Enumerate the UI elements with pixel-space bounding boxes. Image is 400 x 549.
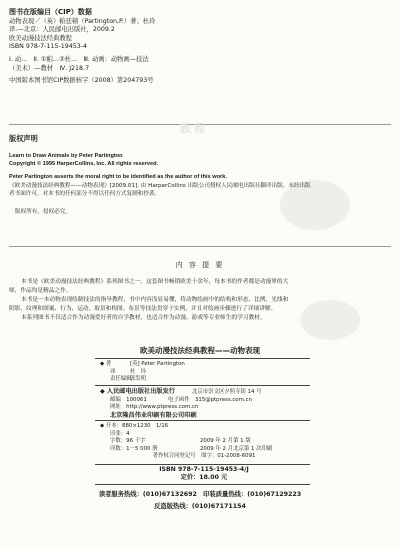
- email: 电子函件 315@ptpress.com.cn: [168, 396, 252, 403]
- copyright-en-notice: Copyright © 1995 HarperCollins, Inc. All rights reserved.: [9, 161, 159, 168]
- publisher-address: 北京市崇文区夕照寺街 14 号: [192, 389, 262, 395]
- book-title: 欧美动漫技法经典教程——动物表现: [140, 346, 260, 355]
- contract-number: 著作权合同登记号 图字：01-2008-6091: [152, 453, 256, 460]
- copyright-cn-line: 《欧美动漫技法经典教程——动物表现》[2009.01]. 由 HarperCollins 出版公司授权人民邮电出版社翻译出版。未经出版: [9, 182, 311, 189]
- cip-note: 中国版本图书馆CIP数据核字（2008）第204793号: [9, 77, 154, 85]
- cip-line: 欧美动漫技法经典教程: [9, 34, 72, 42]
- copyright-cn-line: 者书面许可，对本书的任何部分不得以任何方式复制和抄袭。: [9, 190, 161, 197]
- printing: 2009 年 2 月北京第 1 次印刷: [200, 445, 273, 452]
- cip-subject: （美术）—教材 Ⅳ. J218.7: [9, 64, 90, 72]
- printer: 北京隆昌伟业印刷有限公司印刷: [110, 411, 197, 419]
- copyright-en-moral: Peter Partington asserts the moral right to be identified as the author of this work.: [9, 174, 227, 181]
- divider: [9, 246, 391, 247]
- reader-hotline: 读者服务热线：(010)67132692 印装质量热线：(010)67129223: [98, 491, 302, 498]
- cip-subject: Ⅰ. 动… Ⅱ. ①帕…②杜… Ⅲ. 动画：动物画—技法: [9, 55, 149, 63]
- intro-paragraph: 本书是一本动物表现绘制技法的指导教程，书中内容浅显易懂，将动物绘画中的结构和形态、比例、光线和: [21, 297, 289, 303]
- intro-paragraph: 本书是《欧美动漫技法经典教程》系列图书之一，这套图书畅销欧美十余年，每本书的作者都是动漫界的大: [21, 279, 289, 285]
- rights-reserved: 版权所有，侵权必究。: [15, 209, 71, 216]
- imprint-responsibility: ◆ 著 [英] Peter Partington 译 杜 玲 责任编辑郭发明: [100, 361, 185, 383]
- table-rule: [95, 385, 310, 386]
- edition: 2009 年 2 月第 1 版: [200, 438, 251, 445]
- cip-heading: 图书在版编目（CIP）数据: [9, 8, 92, 16]
- table-rule: [95, 464, 310, 465]
- format: ◆ 开本：880×1230 1/16: [100, 423, 169, 429]
- editor: 郭发明: [130, 376, 147, 383]
- copyright-block: [9, 152, 391, 216]
- publisher: ◆ 人民邮电出版社出版发行: [100, 388, 175, 395]
- copyright-en-title: Learn to Draw Animals by Peter Partington: [9, 153, 123, 159]
- table-rule: [95, 420, 310, 421]
- postcode: 邮编 100061: [110, 396, 147, 403]
- imprint-specs: [100, 423, 308, 461]
- intro-heading: 内 容 提 要: [175, 261, 225, 269]
- intro-line: 阴影、纹理和图案、行为、运动、取景和构图、布景等技法贯穿于实例，并且对绘画步骤进行了详细讲解。: [9, 306, 277, 312]
- copyright-heading: 版权声明: [9, 134, 38, 143]
- isbn: ISBN 978-7-115-19453-4/J: [159, 466, 249, 473]
- translator: 杜 玲: [130, 368, 147, 375]
- words: 字数：96 千字: [110, 438, 146, 445]
- table-rule: [95, 484, 310, 485]
- cip-line: 译.—北京：人民邮电出版社，2009.2: [9, 26, 115, 34]
- website: 网址 http://www.ptpress.com.cn: [110, 404, 199, 411]
- cip-line: ISBN 978-7-115-19453-4: [9, 43, 88, 51]
- price: 定价：18.00 元: [180, 473, 228, 481]
- sheets: 印张：4: [110, 430, 130, 437]
- watermark: 教程: [180, 122, 208, 135]
- intro-block: [9, 278, 391, 323]
- table-rule: [95, 358, 310, 359]
- imprint-publisher: [100, 388, 308, 419]
- author: [英] Peter Partington: [130, 361, 185, 367]
- imprint-isbn: [100, 466, 308, 481]
- cip-line: 动物表现／（英）帕廷顿（Partington,P.）著；杜玲: [9, 17, 156, 25]
- cip-block: [9, 8, 391, 86]
- anti-piracy-hotline: 反盗版热线：(010)67171154: [154, 503, 246, 510]
- intro-line: 师，作品均是精品之作。: [9, 288, 72, 294]
- intro-paragraph: 本系列图书不仅适合作为动漫爱好者的自学教材，也适合作为动漫、游戏等专业师生的学习教材。: [21, 315, 266, 321]
- copies: 印数：1－5 000 册: [110, 445, 158, 452]
